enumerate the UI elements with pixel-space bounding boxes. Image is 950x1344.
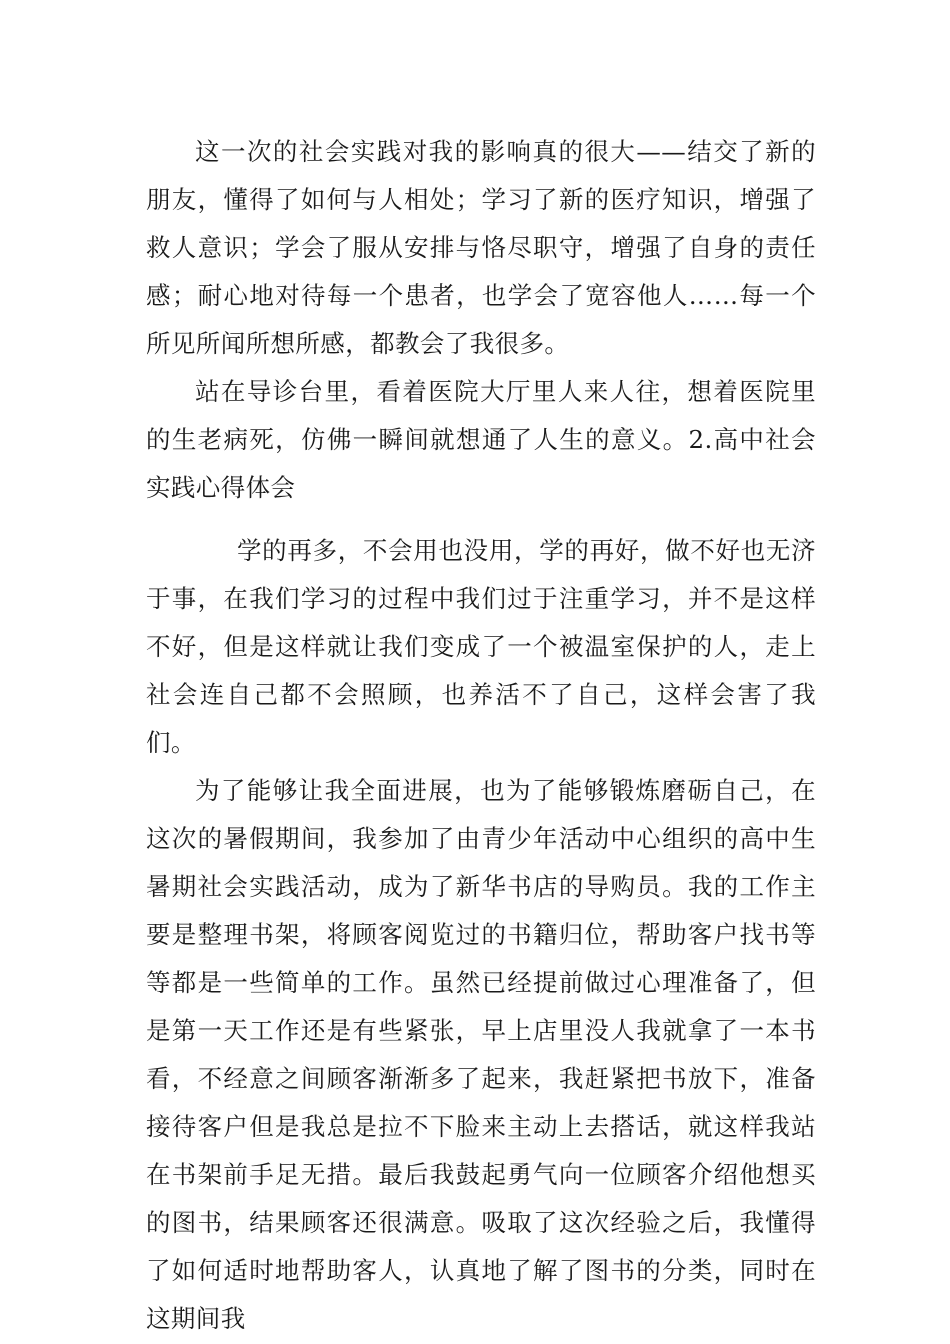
paragraph-learning-usage: 学的再多，不会用也没用，学的再好，做不好也无济于事，在我们学习的过程中我们过于注重学习，并不是这样不好，但是这样就让我们变成了一个被温室保护的人，走上社会连自己都不会照顾，也养活不了自己，这样会害了我们。 bbox=[146, 536, 816, 757]
paragraph-guide-desk: 站在导诊台里，看着医院大厅里人来人往，想着医院里的生老病死，仿佛一瞬间就想通了人生的意义。2.高中社会实践心得体会 bbox=[146, 377, 816, 502]
paragraph-bookstore-work: 为了能够让我全面进展，也为了能够锻炼磨砺自己，在这次的暑假期间，我参加了由青少年活动中心组织的高中生暑期社会实践活动，成为了新华书店的导购员。我的工作主要是整理书架，将顾客阅览过的书籍归位，帮助客户找书等等都是一些简单的工作。虽然已经提前做过心理准备了，但是第一天工作还是有些紧张，早上店里没人我就拿了一本书看，不经意之间顾客渐渐多了起来，我赶紧把书放下，准备接待客户但是我总是拉不下脸来主动上去搭话，就这样我站在书架前手足无措。最后我鼓起勇气向一位顾客介绍他想买的图书，结果顾客还很满意。吸取了这次经验之后，我懂得了如何适时地帮助客人，认真地了解了图书的分类，同时在这期间我 bbox=[146, 776, 816, 1333]
paragraph-social-practice-impact: 这一次的社会实践对我的影响真的很大——结交了新的朋友，懂得了如何与人相处；学习了新的医疗知识，增强了救人意识；学会了服从安排与恪尽职守，增强了自身的责任感；耐心地对待每一个患者，也学会了宽容他人……每一个所见所闻所想所感，都教会了我很多。 bbox=[146, 137, 816, 358]
text-section-hospital bbox=[146, 128, 816, 512]
text-section-bookstore bbox=[146, 527, 816, 1343]
